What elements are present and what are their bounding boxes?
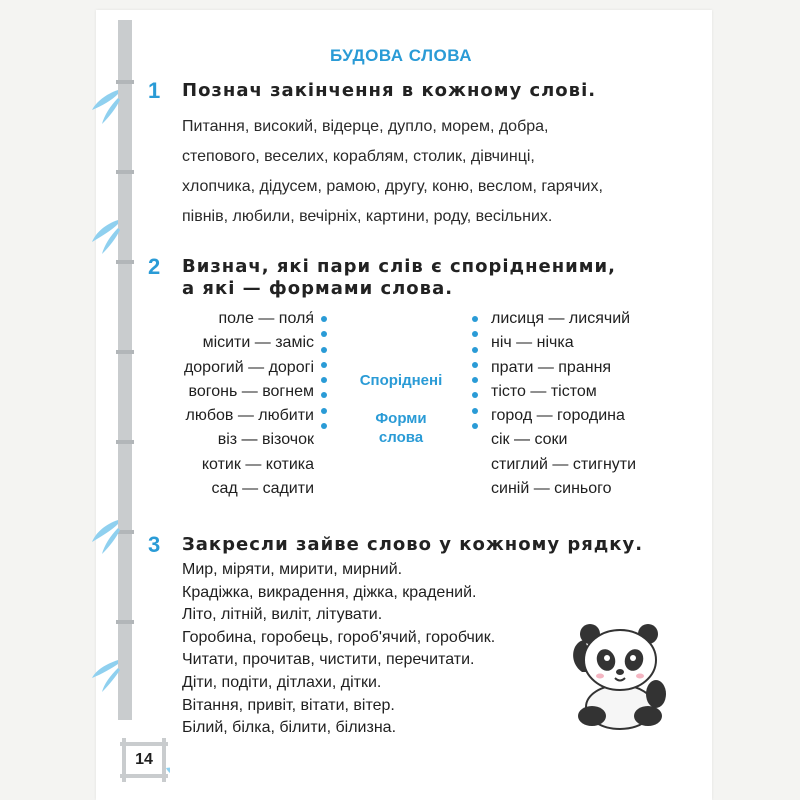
bamboo-stalk-decoration: [92, 20, 152, 720]
task-heading-line: а які — формами слова.: [182, 278, 454, 299]
word-row[interactable]: Літо, літній, виліт, літувати.: [182, 606, 383, 624]
task-heading: [182, 534, 643, 555]
word-row[interactable]: Білий, білка, білити, білизна.: [182, 719, 397, 737]
label-forms-line: слова: [378, 429, 424, 446]
connect-dot[interactable]: [472, 423, 478, 429]
task-number: 2: [148, 254, 161, 279]
panda-illustration: [560, 612, 680, 732]
connect-dot[interactable]: [472, 362, 478, 368]
word-row[interactable]: Горобина, горобець, гороб'ячий, горобчик.: [182, 628, 496, 646]
right-connect-dots: [472, 307, 478, 438]
connect-dot[interactable]: [472, 316, 478, 322]
word-pair: котик — котика: [201, 455, 314, 473]
left-word-pairs: [184, 307, 314, 501]
task-number: 3: [148, 532, 161, 557]
word-line: хлопчика, дідусем, рамою, другу, коню, веслом, гарячих,: [182, 178, 603, 195]
word-row[interactable]: Читати, прочитав, чистити, перечитати.: [182, 651, 475, 669]
page-title: БУДОВА СЛОВА: [330, 46, 472, 65]
word-pair: тісто — тістом: [491, 382, 597, 400]
connect-dot[interactable]: [472, 331, 478, 337]
task-heading: [182, 256, 616, 300]
connect-dot[interactable]: [472, 408, 478, 414]
label-related: Споріднені: [359, 372, 443, 389]
word-pair: віз — візочок: [217, 431, 314, 449]
connect-dot[interactable]: [321, 408, 327, 414]
connect-dot[interactable]: [321, 316, 327, 322]
task-heading-line: Познач закінчення в кожному слові.: [182, 80, 597, 101]
page-number: 14: [135, 751, 153, 768]
connect-dot[interactable]: [321, 392, 327, 398]
word-row[interactable]: Вітання, привіт, вітати, вітер.: [182, 696, 395, 714]
connect-dot[interactable]: [321, 377, 327, 383]
word-pair: сад — садити: [211, 480, 314, 498]
task-heading-line: Визнач, які пари слів є спорідненими,: [182, 256, 616, 277]
word-pair: лисиця — лисячий: [491, 310, 631, 327]
word-pair: синій — синього: [491, 480, 612, 498]
connect-dot[interactable]: [321, 362, 327, 368]
connect-dot[interactable]: [321, 423, 327, 429]
word-row[interactable]: Мир, міряти, мирити, мирний.: [182, 561, 403, 578]
task3-word-rows: [182, 559, 495, 740]
label-forms: [350, 409, 452, 447]
connect-dot[interactable]: [321, 347, 327, 353]
task-number: 1: [148, 78, 161, 103]
word-pair: дорогий — дорогі: [183, 358, 314, 376]
connect-dot[interactable]: [321, 331, 327, 337]
word-line: Питання, високий, відерце, дупло, морем, добра,: [182, 118, 549, 135]
task-heading-line: Закресли зайве слово у кожному рядку.: [182, 534, 644, 555]
word-line: півнів, любили, вечірніх, картини, роду, весільних.: [182, 208, 553, 225]
label-forms-line: Форми: [375, 410, 427, 427]
right-word-pairs: [491, 307, 636, 501]
word-line: степового, веселих, кораблям, столик, дівчинці,: [182, 148, 535, 165]
task-heading: [182, 80, 596, 101]
word-pair: сік — соки: [491, 431, 568, 449]
connect-dot[interactable]: [472, 392, 478, 398]
word-pair: любов — любити: [185, 407, 314, 425]
word-row[interactable]: Діти, подіти, дітлахи, дітки.: [182, 673, 382, 691]
word-pair: вогонь — вогнем: [188, 382, 314, 400]
word-pair: поле — поля́: [218, 310, 314, 327]
word-row[interactable]: Крадіжка, викрадення, діжка, крадений.: [182, 583, 477, 601]
task1-word-list: [182, 112, 603, 232]
word-pair: ніч — нічка: [491, 334, 574, 352]
left-connect-dots: [321, 307, 327, 438]
word-pair: прати — прання: [491, 358, 612, 376]
word-pair: місити — заміс: [202, 334, 314, 352]
page-number-frame: [118, 738, 170, 782]
word-pair: город — городина: [491, 407, 625, 425]
word-pair: стиглий — стигнути: [491, 455, 637, 473]
connect-dot[interactable]: [472, 377, 478, 383]
connect-dot[interactable]: [472, 347, 478, 353]
